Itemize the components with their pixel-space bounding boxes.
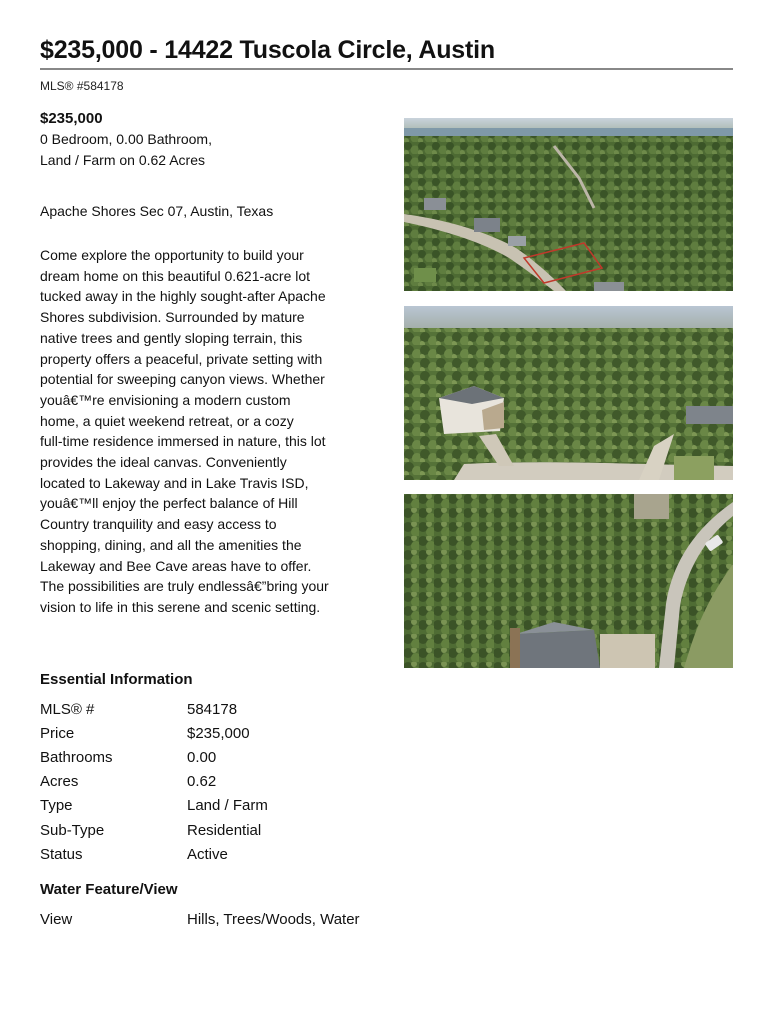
specs-type-acres: Land / Farm on 0.62 Acres	[40, 152, 205, 168]
info-row	[40, 721, 400, 745]
description-line: Shores subdivision. Surrounded by mature	[40, 309, 305, 326]
title-divider	[40, 68, 733, 70]
aerial-photo-2	[404, 306, 733, 480]
info-row	[40, 794, 400, 818]
info-row	[40, 818, 400, 842]
info-row	[40, 770, 400, 794]
specs-beds-baths: 0 Bedroom, 0.00 Bathroom,	[40, 131, 212, 147]
description-line: dream home on this beautiful 0.621-acre lot	[40, 267, 311, 284]
description-line: Come explore the opportunity to build your	[40, 247, 304, 263]
info-value: 0.62	[187, 773, 217, 791]
description-line: native trees and gently sloping terrain, this	[40, 329, 303, 346]
description-line: property offers a peaceful, private setting with	[40, 350, 323, 367]
description-line: The possibilities are truly endlessâ€”bring your	[40, 578, 329, 595]
info-label: Acres	[40, 773, 79, 791]
water-feature-table	[40, 907, 400, 931]
info-value: Active	[187, 845, 228, 863]
info-row	[40, 745, 400, 769]
mls-number-line: MLS® #584178	[40, 79, 124, 93]
water-feature-heading: Water Feature/View	[40, 881, 178, 898]
info-value: $235,000	[187, 724, 250, 742]
info-row	[40, 907, 400, 931]
essential-information-table	[40, 697, 400, 866]
info-label: MLS® #	[40, 700, 95, 718]
info-label: Sub-Type	[40, 821, 105, 839]
description-line: full-time residence immersed in nature, this lot	[40, 433, 326, 450]
essential-information-heading: Essential Information	[40, 671, 193, 688]
info-row	[40, 697, 400, 721]
info-label: Bathrooms	[40, 748, 113, 766]
description-line: located to Lakeway and in Lake Travis ISD,	[40, 474, 309, 491]
info-label: Status	[40, 845, 83, 863]
description-line: youâ€™re envisioning a modern custom	[40, 391, 291, 408]
description-line: potential for sweeping canyon views. Whether	[40, 371, 325, 388]
photo-column	[404, 118, 733, 668]
location: Apache Shores Sec 07, Austin, Texas	[40, 203, 274, 219]
info-row	[40, 842, 400, 866]
aerial-photo-1	[404, 118, 733, 291]
info-value: Land / Farm	[187, 797, 268, 815]
info-label: Price	[40, 724, 75, 742]
description-line: tucked away in the highly sought-after Apache	[40, 288, 326, 305]
price: $235,000	[40, 110, 103, 127]
info-value: Residential	[187, 821, 262, 839]
aerial-photo-3	[404, 494, 733, 668]
description-line: Lakeway and Bee Cave areas have to offer.	[40, 557, 312, 574]
info-value: 0.00	[187, 748, 217, 766]
info-value: Hills, Trees/Woods, Water	[187, 910, 360, 928]
listing-title: $235,000 - 14422 Tuscola Circle, Austin	[40, 36, 495, 64]
info-value: 584178	[187, 700, 238, 718]
description-line: Country tranquility and easy access to	[40, 516, 277, 533]
description-line: provides the ideal canvas. Conveniently	[40, 454, 287, 471]
description	[40, 245, 370, 618]
info-label: View	[40, 910, 73, 928]
description-line: shopping, dining, and all the amenities the	[40, 536, 302, 553]
description-line: youâ€™ll enjoy the perfect balance of Hill	[40, 495, 298, 512]
property-specs	[40, 129, 370, 171]
description-line: home, a quiet weekend retreat, or a cozy	[40, 412, 294, 429]
info-label: Type	[40, 797, 73, 815]
description-line: vision to life in this serene and scenic setting.	[40, 598, 321, 615]
summary-column	[40, 110, 370, 618]
